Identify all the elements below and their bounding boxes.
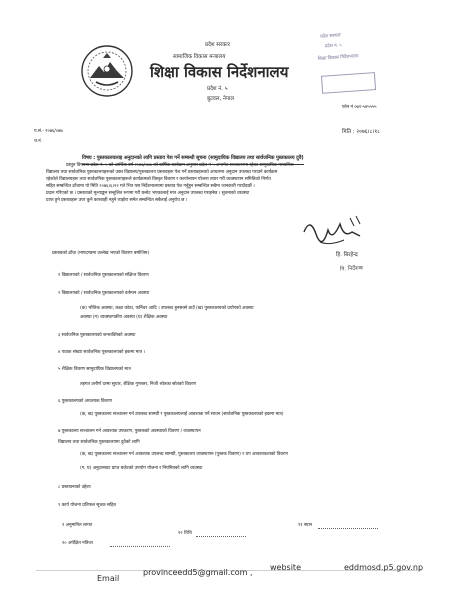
header-province: प्रदेश नं. ५ <box>207 86 228 92</box>
list-item: ३ सार्वजनिक पुस्तकालयको जनशक्तिको अवस्था <box>58 333 136 338</box>
footer-email-value: provinceedd5@gmail.com , <box>143 568 253 577</box>
signatory-title: नि. निर्देशक <box>339 265 364 273</box>
list-item: (क, ख) पुस्तकालय सञ्चालन गर्न उपलब्ध सामग्री र पुस्तकालयलाई आवश्यक पर्ने साधन (सार्वजनिक पुस्तकालयको हकमा मात्र) <box>80 412 284 417</box>
list-item: अवस्था (ग) व्यवस्थापकीय अवस्था (घ) शैक्षिक अवस्था <box>80 315 168 320</box>
list-item: ८ प्रस्तावनाको उद्देश्य <box>58 485 91 490</box>
body-line: प्रस्तुत विषयमा प्रदेश नं. ५ को आर्थिक वर्ष २०७६/०७७ को वार्षिक कार्यक्रम अनुसार प्रदेश नं ५ अन्तर्गत सञ्चालनमा रहेका सामुदायिक माध्यमिक <box>66 163 294 168</box>
body-line: सहित सम्बन्धित ढाँचामा यो मिति २०७६।६।१२ गते भित्र यस निर्देशनालयमा प्रस्ताव पेश गर्नुहुन सम्बन्धित सबैमा जानकारी गराउँदछौं । <box>46 184 255 189</box>
header-ministry-line: सामाजिक विकास मन्त्रालय <box>173 54 226 60</box>
expected-result-field: १० अपेक्षित नतिजा <box>62 541 93 546</box>
footer-email-label: Email <box>97 574 120 583</box>
body-line: विद्यालय तथा सार्वजनिक पुस्तकालयहरूको उक्त विद्यालय/पुस्तकालय प्रस्तावहरू पेश गर्ने प्रस्तावहरूको आधारमा अनुदान उपलब्ध गराउने कार्यक्रम <box>46 170 278 175</box>
letter-date: मिति : २०७६।८।१८ <box>342 129 381 135</box>
list-item: २ विद्यालयको / सार्वजनिक पुस्तकालयको वर्तमान अवस्था <box>58 291 150 296</box>
subject-line: विषय : पुस्तकालयलाइ अनुदानको लागि प्रस्ताव पेश गर्ने सम्बन्धी सूचना (सामुदायिक विद्यालय तथा सार्वजनिक पुस्तकालय दुवै) <box>82 144 304 165</box>
proposal-format-title: प्रस्तावको ढाँचा (मापदण्डमा उल्लेख भएको विवरण बमोजिम) <box>52 251 150 256</box>
government-emblem <box>80 44 134 98</box>
office-stamp: प्रदेश सरकार प्रदेश नं. ५ शिक्षा विकास निर्देशनालय <box>316 26 378 96</box>
body-line: प्रदान गरिएको छ । प्रस्तावको मूल्याङ्कन सन्तुलित रूपमा गरी छनोट भएकालाई मात्र अनुदान उपलब्ध गराइनेछ । सुचनाको व्यवस्था <box>46 191 250 196</box>
list-item: १ विद्यालयको / सार्वजनिक पुस्तकालयको संक्षिप्त विवरण <box>58 273 149 278</box>
list-item: विद्यालय तथा सार्वजनिक पुस्तकालयमा दुवैको लागि <box>58 440 140 445</box>
list-item: ९ कार्य योजना प्रतिफल सूचक सहित <box>58 503 116 508</box>
header-govt-line: प्रदेश सरकार <box>205 42 230 48</box>
list-item: ५ शैक्षिक विवरण सामुदायिक विद्यालयको मात्र <box>58 367 131 372</box>
signatory-name: हि. बिरहेन्द्र <box>336 252 358 258</box>
date-line <box>342 118 414 135</box>
place-field: ११ स्थान <box>298 523 313 528</box>
body-line: रहेकोले विद्यालयहरू तथा सार्वजनिक पुस्तकालयहरूले कार्यक्रमको विस्तृत विवरण र कार्यान्वयन योजना तयार गरी व्यवस्थापन समितिको निर्णय <box>46 177 271 182</box>
page-title: शिक्षा विकास निर्देशनालय <box>150 63 289 81</box>
estimated-cost-field: १ अनुमानित लागत <box>62 523 93 528</box>
list-item: ४ पाठक संख्या सार्वजनिक पुस्तकालयको हकमा मात्र । <box>58 350 145 355</box>
list-item: तहगत उत्तीर्ण दरमा सुधार, शैक्षिक गुणस्तर, निजी श्रोतका स्रोतको विवरण <box>80 382 197 387</box>
list-item: (क) भौतिक अवस्था, कक्षा कोठा, फर्निचर आदि । उपलब्ध हुनसक्ने ठाउँ (ख) पुस्तकालयको प्रयोगको अवस्था <box>80 306 254 311</box>
expected-result-underline <box>110 546 170 547</box>
handwritten-signature <box>300 212 380 252</box>
header-location: बुटवल, नेपाल <box>207 96 234 102</box>
list-item: ६ पुस्तकालयको आवश्यक विवरण <box>58 399 112 404</box>
body-paragraph <box>46 162 418 204</box>
list-item: (ग, घ) अनुदानबाट प्राप्त बजेटको उपयोग योजना र नियमितको लागि व्यवस्था <box>80 466 203 471</box>
list-item: (क, ख) पुस्तकालय सञ्चालन गर्न आवश्यक उपलब्ध सामग्री, पुस्तकालय व्यवस्थापन (पुस्तक विवरण) र थप आवश्यकताको विवरण <box>80 452 288 457</box>
date-field-underline <box>196 536 246 537</box>
footer-website-value: eddmosd.p5.gov.np <box>344 563 424 572</box>
dispatch-number: च.नं. <box>34 139 42 144</box>
place-field-underline <box>318 528 378 529</box>
list-item: ७ पुस्तकालय सञ्चालन गर्न आवश्यक उपकरण, पुस्तकको अवस्थाको विवरण / व्यवस्थापन <box>58 429 201 434</box>
letter-reference-number: प.सं.- २०७६/०७७ <box>34 129 63 134</box>
body-line: प्राप्त हुने प्रस्तावहरू उपर कुनै कारबाही नहुने व्यहोरा समेत सम्बन्धित सबैलाई अनुरोध छ । <box>46 198 188 203</box>
footer-website-label: website <box>270 563 301 572</box>
date-field: १२ तिथि <box>178 531 192 536</box>
phone-number: फोन नं ०७१-५४५५५५ <box>342 105 377 110</box>
